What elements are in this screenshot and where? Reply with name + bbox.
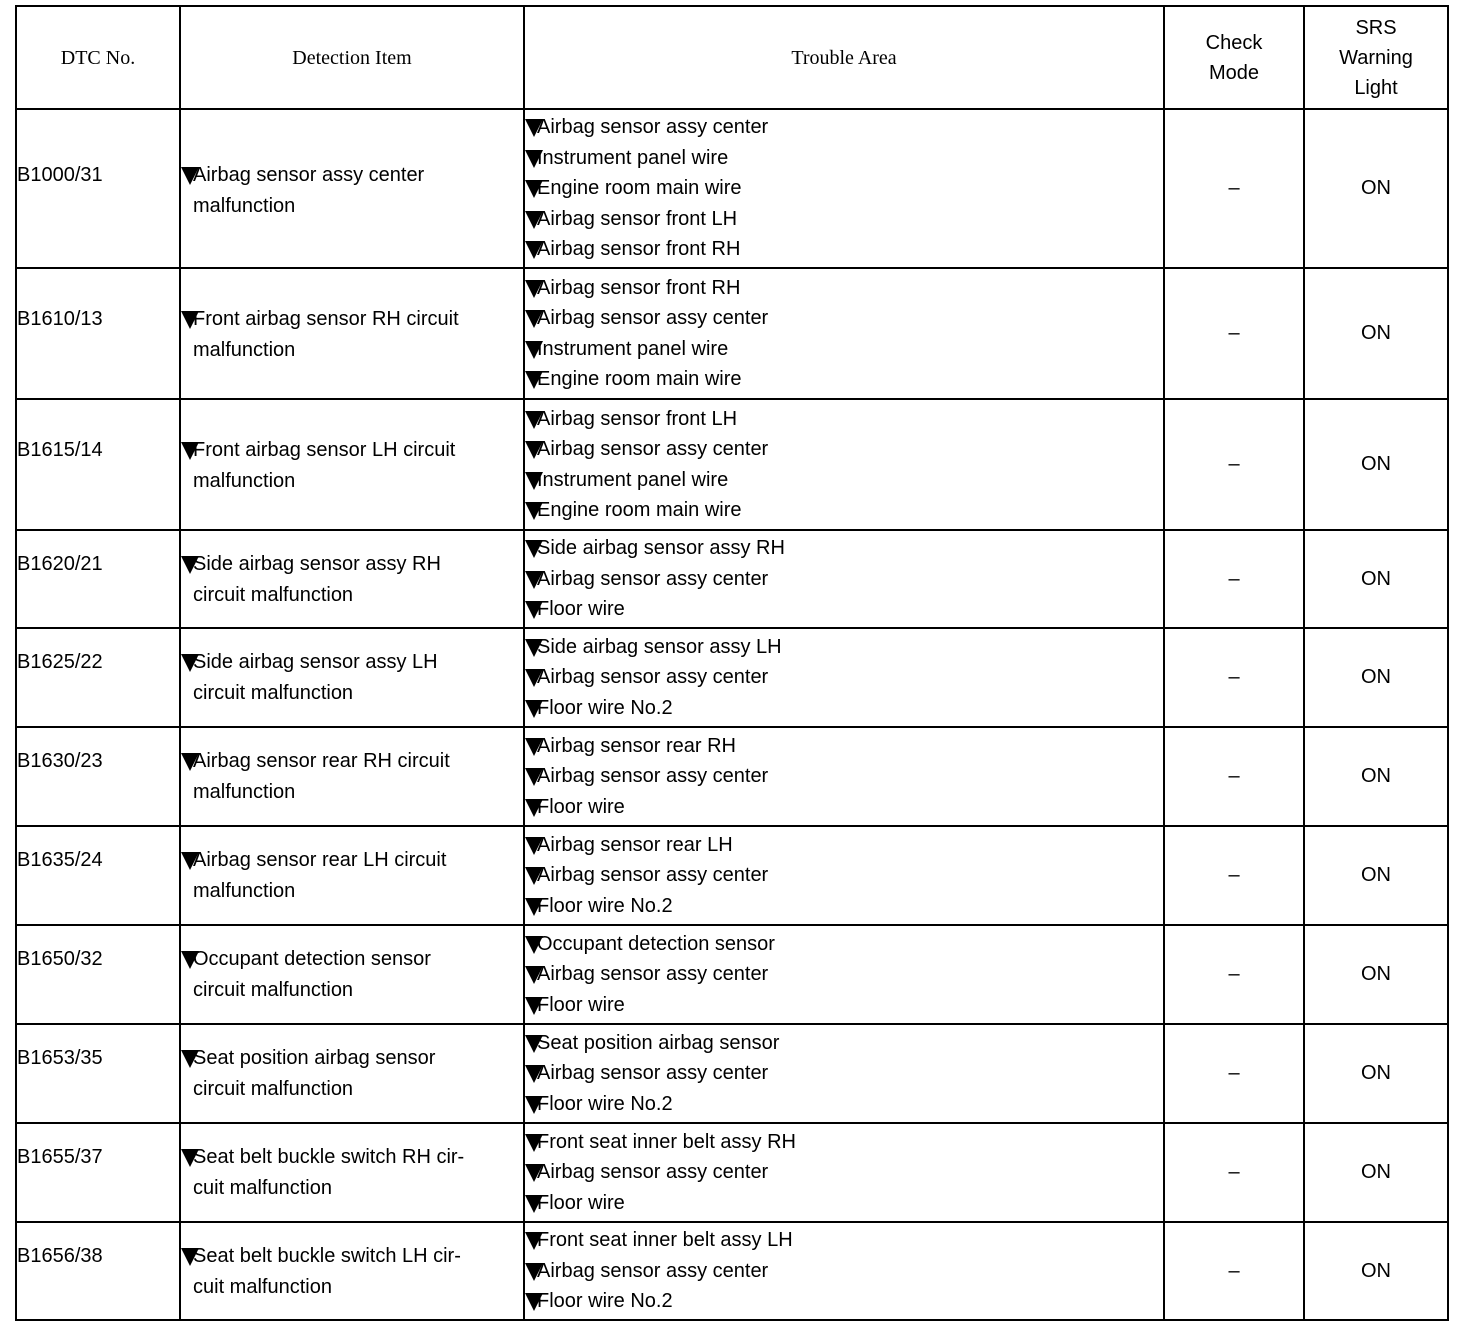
detection-line	[181, 466, 523, 497]
trouble-area-text: Airbag sensor assy center	[537, 765, 769, 788]
trouble-area-text: Side airbag sensor assy RH	[537, 537, 785, 560]
detection-line	[181, 746, 523, 777]
detection-text: Airbag sensor rear LH circuit	[193, 849, 447, 871]
srs-warning-light-value: ON	[1304, 109, 1448, 268]
trouble-area-item	[525, 234, 1163, 265]
bullet-triangle-icon	[525, 472, 543, 490]
detection-text: Side airbag sensor assy LH	[193, 651, 438, 673]
detection-text: cuit malfunction	[193, 1176, 332, 1199]
trouble-area-item	[525, 632, 1163, 663]
bullet-triangle-icon	[525, 1195, 543, 1213]
trouble-area	[524, 925, 1164, 1024]
trouble-area-text: Instrument panel wire	[537, 146, 729, 169]
check-mode-value: –	[1164, 1123, 1304, 1222]
trouble-area-item	[525, 364, 1163, 395]
trouble-area-text: Airbag sensor assy center	[537, 1062, 769, 1085]
detection-text: cuit malfunction	[193, 1275, 332, 1298]
detection-line	[181, 678, 523, 709]
detection-line	[181, 1043, 523, 1074]
bullet-triangle-icon	[525, 867, 543, 885]
table-row	[16, 727, 1448, 826]
trouble-area-item	[525, 959, 1163, 990]
bullet-triangle-icon	[181, 1050, 199, 1068]
detection-line	[181, 435, 523, 466]
trouble-area-item	[525, 792, 1163, 823]
trouble-area-item	[525, 1225, 1163, 1256]
detection-item	[180, 1024, 524, 1123]
trouble-area-text: Airbag sensor assy center	[537, 666, 769, 689]
detection-text: Front airbag sensor RH circuit	[193, 308, 459, 330]
detection-text: circuit malfunction	[193, 978, 354, 1001]
bullet-triangle-icon	[525, 738, 543, 756]
bullet-triangle-icon	[525, 1232, 543, 1250]
detection-text: Airbag sensor assy center	[193, 164, 425, 186]
detection-text: Occupant detection sensor	[193, 948, 431, 970]
detection-line	[181, 160, 523, 191]
detection-item	[180, 530, 524, 628]
bullet-triangle-icon	[525, 371, 543, 389]
trouble-area	[524, 530, 1164, 628]
dtc-code: B1625/22	[16, 628, 180, 727]
bullet-triangle-icon	[525, 966, 543, 984]
srs-warning-light-value: ON	[1304, 727, 1448, 826]
detection-item	[180, 399, 524, 530]
detection-line	[181, 304, 523, 335]
trouble-area-item	[525, 1127, 1163, 1158]
bullet-triangle-icon	[525, 700, 543, 718]
detection-line	[181, 335, 523, 366]
check-mode-value: –	[1164, 1024, 1304, 1123]
bullet-triangle-icon	[525, 768, 543, 786]
detection-line	[181, 1272, 523, 1303]
detection-item	[180, 925, 524, 1024]
bullet-triangle-icon	[525, 997, 543, 1015]
table-row	[16, 826, 1448, 925]
table-row	[16, 268, 1448, 399]
trouble-area-item	[525, 1256, 1163, 1287]
header-srs-line: Light	[1354, 76, 1398, 99]
dtc-code: B1610/13	[16, 268, 180, 399]
bullet-triangle-icon	[181, 1248, 199, 1266]
trouble-area-item	[525, 990, 1163, 1021]
table-body	[16, 109, 1448, 1320]
dtc-code: B1000/31	[16, 109, 180, 268]
bullet-triangle-icon	[525, 1096, 543, 1114]
trouble-area-text: Floor wire	[537, 795, 625, 818]
dtc-code: B1655/37	[16, 1123, 180, 1222]
bullet-triangle-icon	[525, 310, 543, 328]
trouble-area-text: Airbag sensor front RH	[537, 276, 741, 299]
table-row	[16, 925, 1448, 1024]
srs-warning-light-value: ON	[1304, 628, 1448, 727]
trouble-area-text: Airbag sensor assy center	[537, 438, 769, 460]
srs-warning-light-value: ON	[1304, 530, 1448, 628]
srs-warning-light-value: ON	[1304, 925, 1448, 1024]
trouble-area-item	[525, 929, 1163, 960]
bullet-triangle-icon	[525, 540, 543, 558]
trouble-area-text: Engine room main wire	[537, 368, 742, 390]
bullet-triangle-icon	[181, 442, 199, 460]
check-mode-value: –	[1164, 268, 1304, 399]
trouble-area-text: Instrument panel wire	[537, 468, 729, 491]
detection-item	[180, 628, 524, 727]
dtc-code: B1630/23	[16, 727, 180, 826]
trouble-area-text: Engine room main wire	[537, 499, 742, 521]
dtc-code: B1650/32	[16, 925, 180, 1024]
bullet-triangle-icon	[525, 441, 543, 459]
check-mode-value: –	[1164, 399, 1304, 530]
dtc-code: B1620/21	[16, 530, 180, 628]
trouble-area-item	[525, 1089, 1163, 1120]
trouble-area-item	[525, 1058, 1163, 1089]
trouble-area-text: Front seat inner belt assy LH	[537, 1229, 793, 1252]
detection-line	[181, 1074, 523, 1105]
trouble-area-item	[525, 594, 1163, 625]
header-check-mode	[1164, 6, 1304, 109]
bullet-triangle-icon	[525, 280, 543, 298]
table-row	[16, 1024, 1448, 1123]
bullet-triangle-icon	[525, 411, 543, 429]
dtc-code: B1656/38	[16, 1222, 180, 1320]
bullet-triangle-icon	[181, 753, 199, 771]
trouble-area	[524, 1123, 1164, 1222]
trouble-area-item	[525, 891, 1163, 922]
trouble-area-text: Airbag sensor assy center	[537, 1161, 769, 1184]
detection-item	[180, 1222, 524, 1320]
trouble-area-item	[525, 112, 1163, 143]
trouble-area-item	[525, 564, 1163, 595]
bullet-triangle-icon	[525, 669, 543, 687]
trouble-area-text: Floor wire	[537, 598, 625, 621]
bullet-triangle-icon	[525, 571, 543, 589]
check-mode-value: –	[1164, 727, 1304, 826]
header-dtc-no: DTC No.	[16, 6, 180, 109]
detection-line	[181, 580, 523, 611]
table-row	[16, 1123, 1448, 1222]
detection-line	[181, 191, 523, 222]
detection-line	[181, 1241, 523, 1272]
trouble-area-text: Side airbag sensor assy LH	[537, 635, 782, 658]
detection-text: malfunction	[193, 780, 296, 803]
detection-line	[181, 647, 523, 678]
bullet-triangle-icon	[525, 119, 543, 137]
dtc-code: B1653/35	[16, 1024, 180, 1123]
bullet-triangle-icon	[525, 1293, 543, 1311]
trouble-area-text: Floor wire No.2	[537, 1092, 673, 1115]
detection-line	[181, 845, 523, 876]
detection-item	[180, 826, 524, 925]
trouble-area-text: Floor wire No.2	[537, 1290, 673, 1313]
trouble-area-item	[525, 334, 1163, 365]
bullet-triangle-icon	[181, 1149, 199, 1167]
trouble-area-item	[525, 731, 1163, 762]
trouble-area-item	[525, 303, 1163, 334]
trouble-area-text: Airbag sensor assy center	[537, 116, 769, 139]
trouble-area	[524, 109, 1164, 268]
trouble-area-item	[525, 830, 1163, 861]
table-row	[16, 530, 1448, 628]
trouble-area	[524, 628, 1164, 727]
detection-text: circuit malfunction	[193, 1077, 354, 1100]
header-srs-warning-light	[1304, 6, 1448, 109]
srs-warning-light-value: ON	[1304, 1024, 1448, 1123]
header-row	[16, 6, 1448, 109]
trouble-area-item	[525, 495, 1163, 526]
trouble-area-text: Airbag sensor front LH	[537, 407, 738, 430]
trouble-area-text: Airbag sensor rear LH	[537, 833, 733, 856]
detection-line	[181, 549, 523, 580]
srs-warning-light-value: ON	[1304, 826, 1448, 925]
table-row	[16, 628, 1448, 727]
bullet-triangle-icon	[525, 1134, 543, 1152]
detection-text: Seat position airbag sensor	[193, 1047, 436, 1069]
trouble-area-item	[525, 533, 1163, 564]
detection-line	[181, 1173, 523, 1204]
bullet-triangle-icon	[525, 502, 543, 520]
bullet-triangle-icon	[525, 341, 543, 359]
detection-text: Airbag sensor rear RH circuit	[193, 750, 450, 772]
bullet-triangle-icon	[181, 654, 199, 672]
detection-text: Front airbag sensor LH circuit	[193, 439, 456, 461]
detection-line	[181, 1142, 523, 1173]
trouble-area-item	[525, 143, 1163, 174]
trouble-area-text: Front seat inner belt assy RH	[537, 1130, 796, 1153]
bullet-triangle-icon	[525, 241, 543, 259]
trouble-area-text: Instrument panel wire	[537, 337, 729, 360]
detection-text: malfunction	[193, 879, 296, 902]
trouble-area-item	[525, 1286, 1163, 1317]
trouble-area-text: Engine room main wire	[537, 177, 742, 200]
header-detection-item: Detection Item	[180, 6, 524, 109]
trouble-area-item	[525, 860, 1163, 891]
check-mode-value: –	[1164, 925, 1304, 1024]
check-mode-value: –	[1164, 628, 1304, 727]
check-mode-value: –	[1164, 530, 1304, 628]
trouble-area-text: Floor wire No.2	[537, 894, 673, 917]
trouble-area-text: Airbag sensor assy center	[537, 963, 769, 986]
bullet-triangle-icon	[525, 1164, 543, 1182]
detection-item	[180, 727, 524, 826]
table-row	[16, 109, 1448, 268]
bullet-triangle-icon	[525, 639, 543, 657]
bullet-triangle-icon	[525, 898, 543, 916]
bullet-triangle-icon	[525, 936, 543, 954]
bullet-triangle-icon	[525, 150, 543, 168]
detection-text: malfunction	[193, 194, 296, 217]
bullet-triangle-icon	[525, 601, 543, 619]
check-mode-value: –	[1164, 826, 1304, 925]
dtc-code: B1615/14	[16, 399, 180, 530]
bullet-triangle-icon	[181, 167, 199, 185]
srs-warning-light-value: ON	[1304, 399, 1448, 530]
srs-warning-light-value: ON	[1304, 1123, 1448, 1222]
bullet-triangle-icon	[525, 799, 543, 817]
trouble-area-item	[525, 273, 1163, 304]
detection-text: Seat belt buckle switch RH cir-	[193, 1146, 465, 1168]
trouble-area	[524, 399, 1164, 530]
trouble-area-item	[525, 693, 1163, 724]
bullet-triangle-icon	[525, 1263, 543, 1281]
trouble-area	[524, 826, 1164, 925]
detection-line	[181, 777, 523, 808]
detection-line	[181, 944, 523, 975]
detection-text: Side airbag sensor assy RH	[193, 553, 441, 575]
bullet-triangle-icon	[525, 837, 543, 855]
trouble-area-text: Floor wire	[537, 1191, 625, 1214]
header-trouble-area: Trouble Area	[524, 6, 1164, 109]
srs-warning-light-value: ON	[1304, 1222, 1448, 1320]
trouble-area-item	[525, 1188, 1163, 1219]
header-check-mode-line: Mode	[1208, 61, 1260, 84]
detection-text: malfunction	[193, 469, 296, 492]
detection-text: malfunction	[193, 338, 296, 361]
bullet-triangle-icon	[181, 311, 199, 329]
detection-item	[180, 1123, 524, 1222]
trouble-area	[524, 268, 1164, 399]
trouble-area-text: Airbag sensor front LH	[537, 207, 738, 230]
trouble-area-text: Airbag sensor assy center	[537, 864, 769, 887]
detection-line	[181, 975, 523, 1006]
bullet-triangle-icon	[525, 1035, 543, 1053]
header-srs-line: SRS	[1355, 16, 1397, 39]
bullet-triangle-icon	[181, 852, 199, 870]
trouble-area-text: Seat position airbag sensor	[537, 1031, 780, 1054]
bullet-triangle-icon	[525, 180, 543, 198]
trouble-area-item	[525, 204, 1163, 235]
header-check-mode-line: Check	[1205, 31, 1263, 54]
dtc-table	[15, 5, 1449, 1321]
trouble-area-item	[525, 1157, 1163, 1188]
detection-text: circuit malfunction	[193, 583, 354, 606]
trouble-area	[524, 1024, 1164, 1123]
trouble-area-text: Airbag sensor assy center	[537, 307, 769, 329]
detection-item	[180, 109, 524, 268]
trouble-area-text: Floor wire No.2	[537, 696, 673, 719]
detection-item	[180, 268, 524, 399]
bullet-triangle-icon	[181, 951, 199, 969]
trouble-area-item	[525, 1028, 1163, 1059]
detection-line	[181, 876, 523, 907]
header-srs-line: Warning	[1339, 46, 1413, 69]
check-mode-value: –	[1164, 1222, 1304, 1320]
trouble-area-item	[525, 465, 1163, 496]
detection-text: circuit malfunction	[193, 681, 354, 704]
detection-text: Seat belt buckle switch LH cir-	[193, 1245, 461, 1267]
srs-warning-light-value: ON	[1304, 268, 1448, 399]
dtc-code: B1635/24	[16, 826, 180, 925]
trouble-area-item	[525, 434, 1163, 465]
trouble-area-item	[525, 404, 1163, 435]
trouble-area	[524, 727, 1164, 826]
bullet-triangle-icon	[181, 556, 199, 574]
table-row	[16, 1222, 1448, 1320]
trouble-area	[524, 1222, 1164, 1320]
trouble-area-text: Floor wire	[537, 993, 625, 1016]
trouble-area-item	[525, 662, 1163, 693]
table-row	[16, 399, 1448, 530]
bullet-triangle-icon	[525, 211, 543, 229]
trouble-area-item	[525, 173, 1163, 204]
trouble-area-text: Occupant detection sensor	[537, 932, 775, 955]
trouble-area-text: Airbag sensor assy center	[537, 567, 769, 590]
trouble-area-text: Airbag sensor rear RH	[537, 734, 736, 757]
trouble-area-item	[525, 761, 1163, 792]
check-mode-value: –	[1164, 109, 1304, 268]
trouble-area-text: Airbag sensor front RH	[537, 238, 741, 261]
bullet-triangle-icon	[525, 1065, 543, 1083]
trouble-area-text: Airbag sensor assy center	[537, 1259, 769, 1282]
